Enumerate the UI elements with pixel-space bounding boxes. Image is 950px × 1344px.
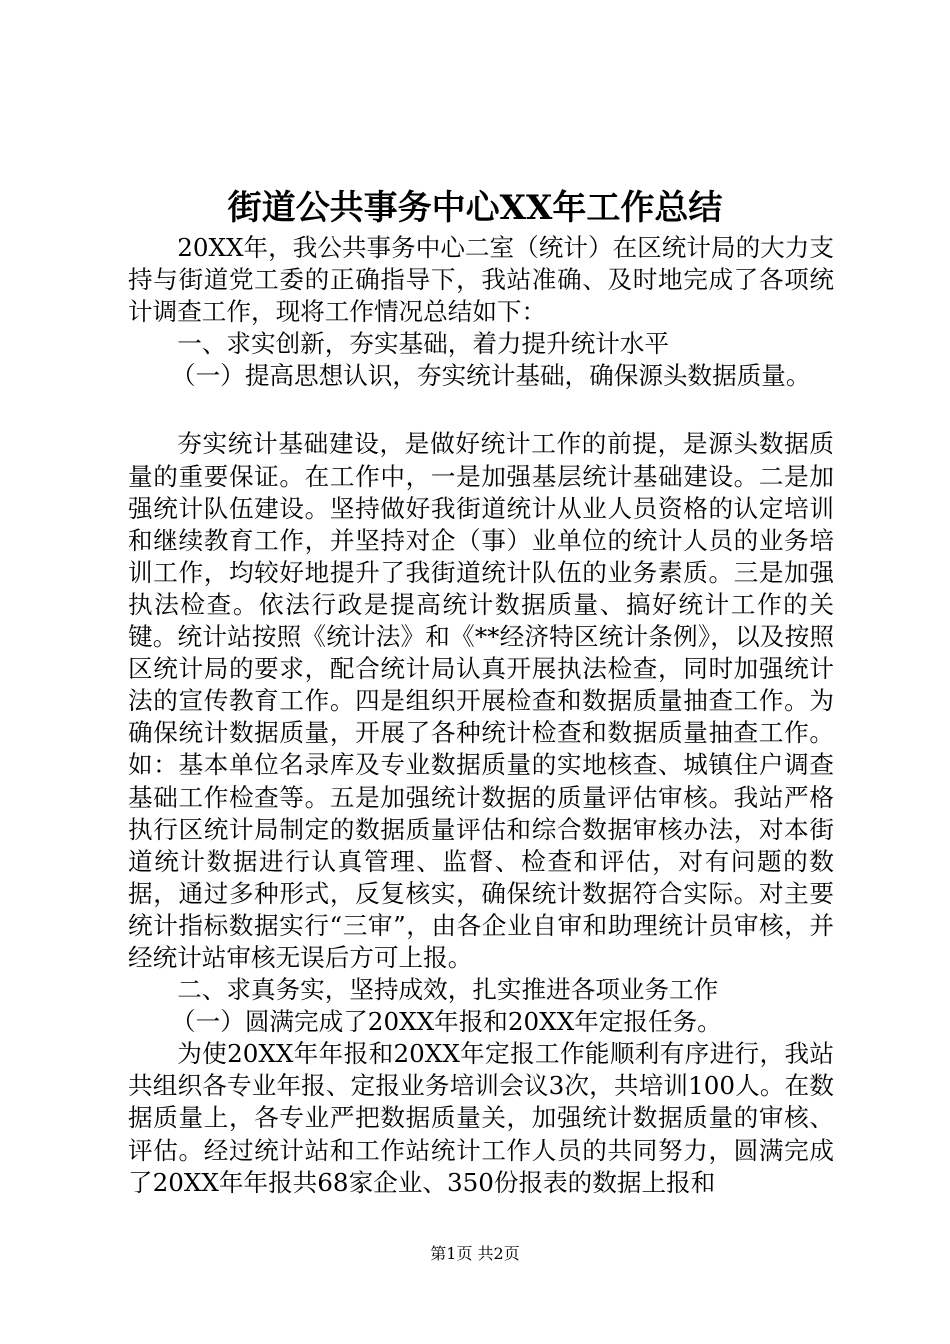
document-title: 街道公共事务中心XX年工作总结 bbox=[227, 188, 723, 228]
subsection-heading-1-1: （一）提高思想认识，夯实统计基础，确保源头数据质量。 bbox=[171, 361, 811, 391]
paragraph-statistics-foundation: 夯实统计基础建设，是做好统计工作的前提，是源头数据质量的重要保证。在工作中，一是加强基层统计基础建设。二是加强统计队伍建设。坚持做好我街道统计从业人员资格的认定培训和继续教育工作，并坚持对企（事）业单位的统计人员的业务培训工作，均较好地提升了我街道统计队伍的业务素质。三是加强执法检查。依法行政是提高统计数据质量、搞好统计工作的关键。统计站按照《统计法》和《**经济特区统计条例》，以及按照区统计局的要求，配合统计局认真开展执法检查，同时加强统计法的宣传教育工作。四是组织开展检查和数据质量抽查工作。为确保统计数据质量，开展了各种统计检查和数据质量抽查工作。如：基本单位名录库及专业数据质量的实地核查、城镇住户调查基础工作检查等。五是加强统计数据的质量评估审核。我站严格执行区统计局制定的数据质量评估和综合数据审核办法，对本街道统计数据进行认真管理、监督、检查和评估，对有问题的数据，通过多种形式，反复核实，确保统计数据符合实际。对主要统计指标数据实行“三审”，由各企业自审和助理统计员审核，并经统计站审核无误后方可上报。 bbox=[128, 429, 834, 972]
paragraph-spacer bbox=[128, 392, 834, 428]
paragraph-annual-report: 为使20XX年年报和20XX年定报工作能顺利有序进行，我站共组织各专业年报、定报业务培训会议3次，共培训100人。在数据质量上，各专业严把数据质量关，加强统计数据质量的审核、评估。经过统计站和工作站统计工作人员的共同努力，圆满完成了20XX年年报共68家企业、350份报表的数据上报和 bbox=[128, 1039, 834, 1197]
subsection-heading-2-1: （一）圆满完成了20XX年报和20XX年定报任务。 bbox=[171, 1007, 722, 1037]
section-heading-1: 一、求实创新，夯实基础，着力提升统计水平 bbox=[177, 329, 670, 359]
section-heading-2: 二、求真务实，坚持成效，扎实推进各项业务工作 bbox=[177, 975, 719, 1005]
page-footer: 第1页 共2页 bbox=[430, 1244, 520, 1263]
document-body bbox=[128, 232, 834, 1199]
paragraph-intro: 20XX年，我公共事务中心二室（统计）在区统计局的大力支持与街道党工委的正确指导下，我站准确、及时地完成了各项统计调查工作，现将工作情况总结如下： bbox=[128, 233, 834, 327]
